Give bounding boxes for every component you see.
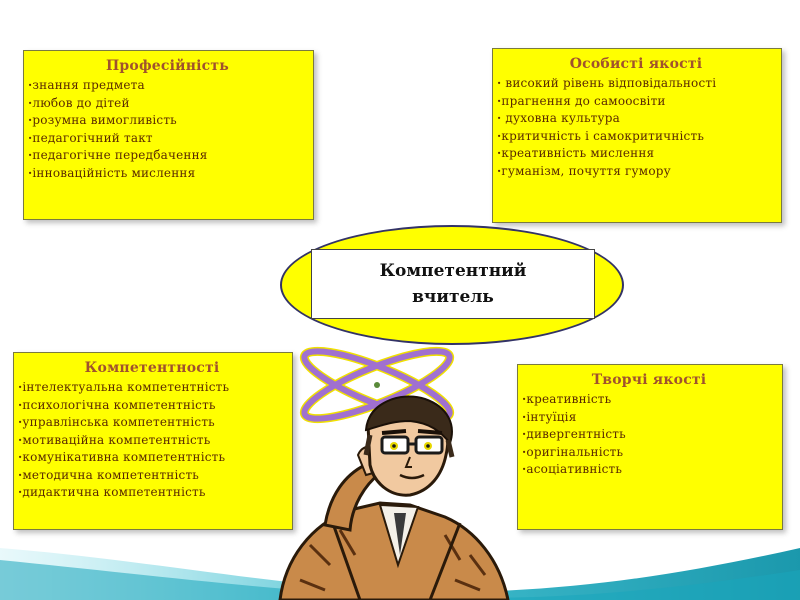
personal-qualities-list: [497, 75, 775, 180]
list-item: ·дивергентність: [522, 427, 626, 441]
creative-qualities-title: Творчі якості: [591, 372, 707, 388]
list-item: ·педагогічне передбачення: [28, 148, 208, 162]
list-item: ·гуманізм, почуття гумору: [497, 163, 671, 178]
competencies-box: [13, 352, 293, 530]
thinking-teacher-clipart: [270, 395, 510, 600]
list-item: ·педагогічний такт: [28, 130, 153, 145]
list-item: ·креативність: [522, 392, 612, 406]
creative-qualities-box: [517, 364, 783, 530]
list-item: ·дидактична компетентність: [18, 485, 206, 499]
list-item: ·інноваційність мислення: [28, 165, 196, 180]
list-item: · духовна культура: [497, 111, 621, 125]
list-item: ·оригінальність: [522, 444, 624, 459]
list-item: ·розумна вимогливість: [28, 113, 177, 127]
competent-teacher-title: Компетентний вчитель: [379, 261, 527, 307]
list-item: ·комунікативна компетентність: [18, 450, 226, 464]
list-item: ·психологічна компетентність: [18, 397, 216, 412]
list-item: ·методична компетентність: [18, 467, 200, 482]
list-item: ·інтуїція: [522, 409, 577, 424]
professionalism-list: [28, 77, 307, 182]
creative-qualities-list: [522, 391, 776, 479]
personal-qualities-box: [492, 48, 782, 223]
professionalism-box: [23, 50, 314, 220]
personal-qualities-title: Особисті якості: [569, 56, 703, 72]
list-item: ·критичність і самокритичність: [497, 128, 705, 143]
list-item: · високий рівень відповідальності: [497, 76, 717, 90]
list-item: ·інтелектуальна компетентність: [18, 380, 230, 394]
list-item: ·управлінська компетентність: [18, 415, 215, 429]
professionalism-title: Професійність: [106, 58, 229, 74]
list-item: ·мотиваційна компетентність: [18, 432, 211, 447]
list-item: ·знання предмета: [28, 78, 145, 92]
list-item: ·прагнення до самоосвіти: [497, 93, 666, 108]
center-label-box: [311, 249, 595, 319]
list-item: ·креативність мислення: [497, 146, 655, 160]
list-item: ·асоціативність: [522, 462, 623, 476]
competencies-title: Компетентності: [84, 360, 220, 376]
list-item: ·любов до дітей: [28, 95, 130, 110]
competencies-list: [18, 379, 286, 502]
